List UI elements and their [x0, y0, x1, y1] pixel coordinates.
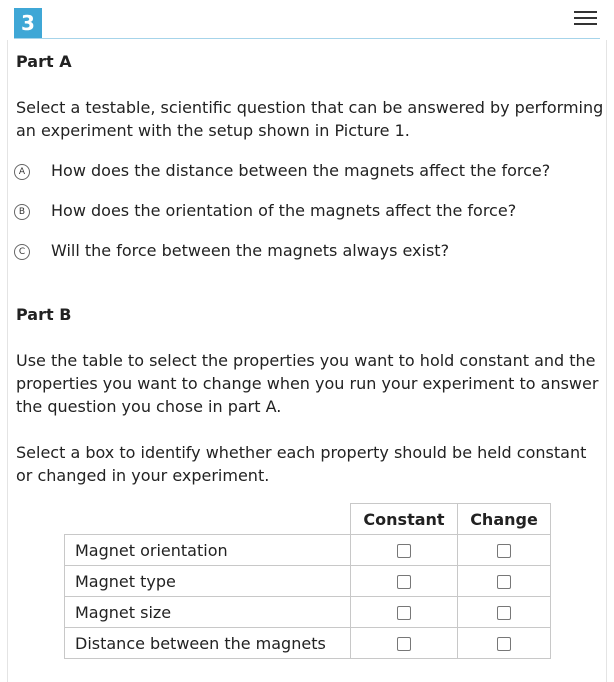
part-b-instructions: Select a box to identify whether each property should be held constant or changed in your experiment. — [16, 443, 587, 485]
checkbox-change-type[interactable] — [497, 575, 511, 589]
cell-constant — [351, 535, 458, 566]
menu-icon[interactable] — [574, 9, 598, 27]
table-row — [65, 535, 551, 566]
row-label: Magnet type — [65, 566, 351, 597]
part-b-prompt: Use the table to select the properties you want to hold constant and the properties you want to change when you run your experiment to answer the question you chose in part A. — [16, 351, 599, 416]
choice-a-letter-icon: A — [14, 164, 30, 180]
part-a-title: Part A — [16, 52, 72, 71]
checkbox-constant-size[interactable] — [397, 606, 411, 620]
row-label: Magnet size — [65, 597, 351, 628]
table-header-row — [65, 504, 551, 535]
row-label: Distance between the magnets — [65, 628, 351, 659]
checkbox-constant-distance[interactable] — [397, 637, 411, 651]
table-row — [65, 566, 551, 597]
header-change: Change — [458, 504, 551, 535]
table-row — [65, 628, 551, 659]
question-header — [0, 0, 614, 40]
table-row — [65, 597, 551, 628]
part-a-prompt: Select a testable, scientific question that can be answered by performing an experiment with the setup shown in Picture 1. — [16, 98, 604, 140]
row-label: Magnet orientation — [65, 535, 351, 566]
cell-change — [458, 535, 551, 566]
cell-constant — [351, 597, 458, 628]
choice-a-text: How does the distance between the magnets affect the force? — [51, 161, 551, 180]
cell-change — [458, 597, 551, 628]
cell-change — [458, 628, 551, 659]
right-border — [606, 40, 607, 682]
left-border — [7, 40, 8, 682]
checkbox-constant-type[interactable] — [397, 575, 411, 589]
choice-b-text: How does the orientation of the magnets affect the force? — [51, 201, 517, 220]
header-divider — [14, 38, 600, 39]
checkbox-change-size[interactable] — [497, 606, 511, 620]
cell-change — [458, 566, 551, 597]
properties-table — [64, 503, 551, 659]
question-number: 3 — [14, 8, 42, 38]
part-b-title: Part B — [16, 305, 72, 324]
checkbox-change-distance[interactable] — [497, 637, 511, 651]
choice-b-letter-icon: B — [14, 204, 30, 220]
checkbox-change-orientation[interactable] — [497, 544, 511, 558]
choice-c-letter-icon: C — [14, 244, 30, 260]
choice-c-text: Will the force between the magnets always exist? — [51, 241, 450, 260]
header-constant: Constant — [351, 504, 458, 535]
table-header-blank — [65, 504, 351, 535]
checkbox-constant-orientation[interactable] — [397, 544, 411, 558]
cell-constant — [351, 566, 458, 597]
cell-constant — [351, 628, 458, 659]
